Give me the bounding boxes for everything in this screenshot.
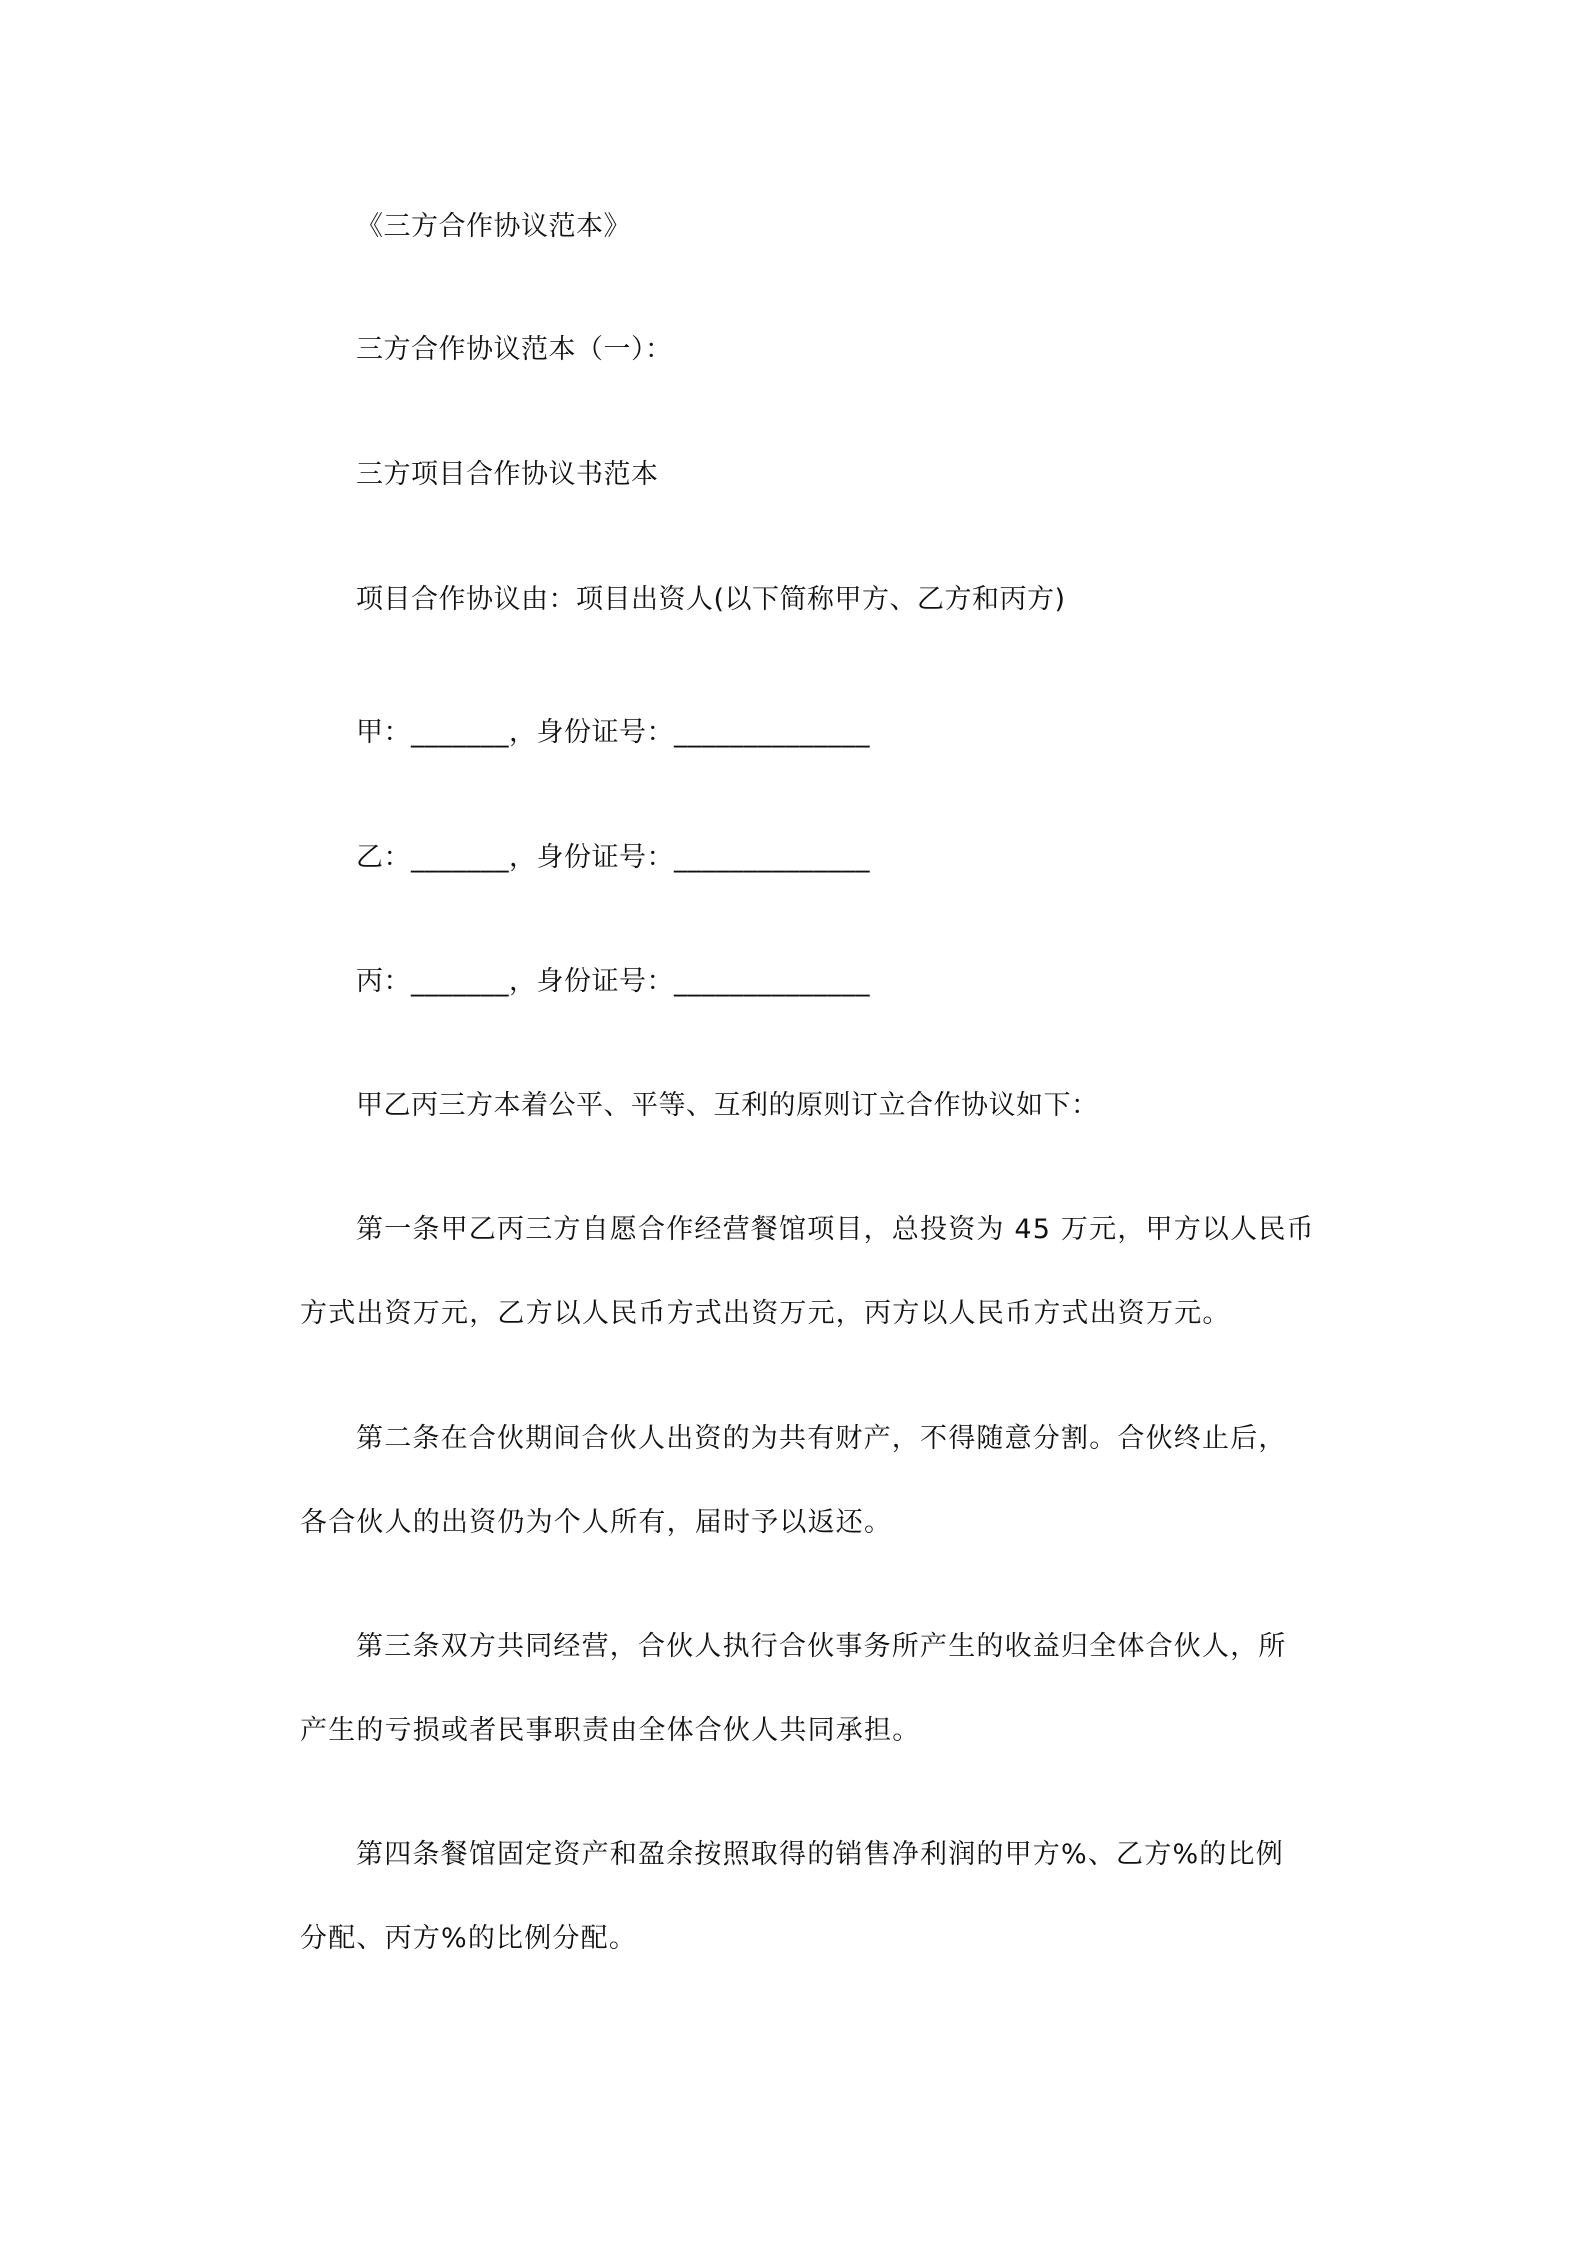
intro-line: 项目合作协议由：项目出资人(以下简称甲方、乙方和丙方) bbox=[356, 584, 1066, 615]
article-2-line-1: 第二条在合伙期间合伙人出资的为共有财产，不得随意分割。合伙终止后， bbox=[356, 1423, 1287, 1454]
party-a-line: 甲：_______，身份证号：______________ bbox=[356, 717, 870, 748]
subtitle: 三方项目合作协议书范本 bbox=[356, 459, 659, 490]
article-4-line-2: 分配、丙方%的比例分配。 bbox=[300, 1923, 638, 1954]
article-1-line-1: 第一条甲乙丙三方自愿合作经营餐馆项目，总投资为 45 万元，甲方以人民币 bbox=[356, 1214, 1315, 1245]
document-title: 《三方合作协议范本》 bbox=[356, 211, 631, 242]
principle-line: 甲乙丙三方本着公平、平等、互利的原则订立合作协议如下： bbox=[356, 1090, 1099, 1121]
section-heading: 三方合作协议范本（一）： bbox=[356, 334, 673, 365]
article-3-line-2: 产生的亏损或者民事职责由全体合伙人共同承担。 bbox=[300, 1715, 921, 1746]
article-3-line-1: 第三条双方共同经营，合伙人执行合伙事务所产生的收益归全体合伙人，所 bbox=[356, 1631, 1287, 1662]
article-4-line-1: 第四条餐馆固定资产和盈余按照取得的销售净利润的甲方%、乙方%的比例 bbox=[356, 1839, 1284, 1870]
article-1-line-2: 方式出资万元，乙方以人民币方式出资万元，丙方以人民币方式出资万元。 bbox=[300, 1298, 1231, 1329]
article-2-line-2: 各合伙人的出资仍为个人所有，届时予以返还。 bbox=[300, 1507, 893, 1538]
party-b-line: 乙：_______，身份证号：______________ bbox=[356, 842, 870, 873]
party-c-line: 丙：_______，身份证号：______________ bbox=[356, 966, 870, 997]
